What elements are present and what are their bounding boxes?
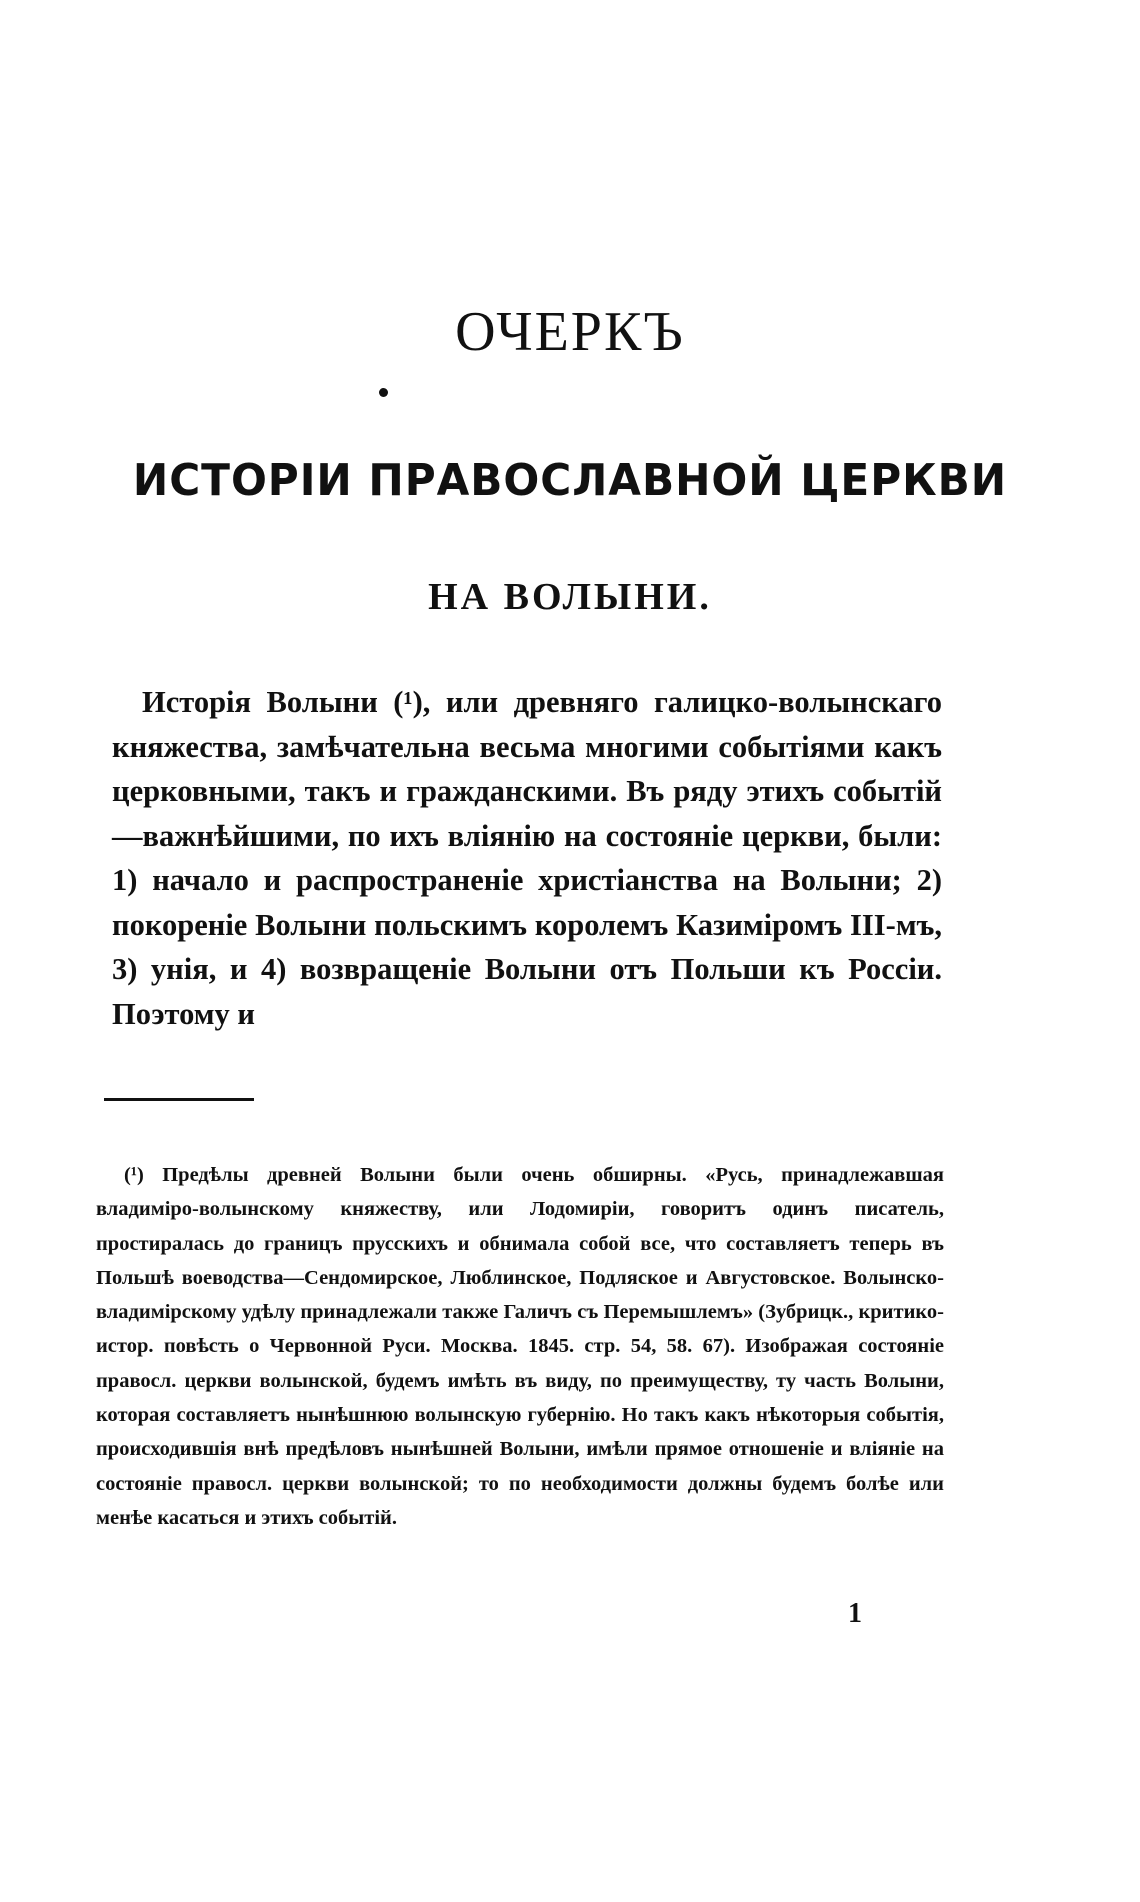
page-number: 1	[848, 1598, 862, 1629]
main-paragraph: Исторія Волыни (¹), или древняго галицко-волынскаго княжества, замѣчательна весьма многими событіями какъ церковными, такъ и гражданскими. Въ ряду этихъ событій—важнѣйшими, по ихъ вліянію на состояніе церкви, были: 1) начало и распространеніе христіанства на Волыни; 2) покореніе Волыни польскимъ королемъ Казиміромъ III-мъ, 3) унія, и 4) возвращеніе Волыни отъ Польши къ Россіи. Поэтому и	[112, 685, 942, 1031]
title-line-2: ИСТОРІИ ПРАВОСЛАВНОЙ ЦЕРКВИ	[132, 455, 1008, 506]
title-line-3: НА ВОЛЫНИ.	[428, 576, 712, 618]
footnote-separator	[104, 1098, 254, 1101]
decorative-dot	[379, 388, 388, 397]
footnote: (¹) Предѣлы древней Волыни были очень обширны. «Русь, принадлежавшая владиміро-волынскому княжеству, или Лодомиріи, говоритъ одинъ писатель, простиралась до границъ прусскихъ и обнимала собой все, что составляетъ теперь въ Польшѣ воеводства—Сендомирское, Люблинское, Подляское и Августовское. Волынско-владимірскому удѣлу принадлежали также Галичъ съ Перемышлемъ» (Зубрицк., критико-истор. повѣсть о Червонной Руси. Москва. 1845. стр. 54, 58. 67). Изображая состояніе правосл. церкви волынской, будемъ имѣть въ виду, по преимуществу, ту часть Волыни, которая составляетъ нынѣшнюю волынскую губернію. Но такъ какъ нѣкоторыя событія, происходившія внѣ предѣловъ нынѣшней Волыни, имѣли прямое отношеніе и вліяніе на состояніе правосл. церкви волынской; то по необходимости должны будемъ болѣе или менѣе касаться и этихъ событій.	[96, 1164, 944, 1529]
title-line-1: ОЧЕРКЪ	[455, 301, 685, 363]
